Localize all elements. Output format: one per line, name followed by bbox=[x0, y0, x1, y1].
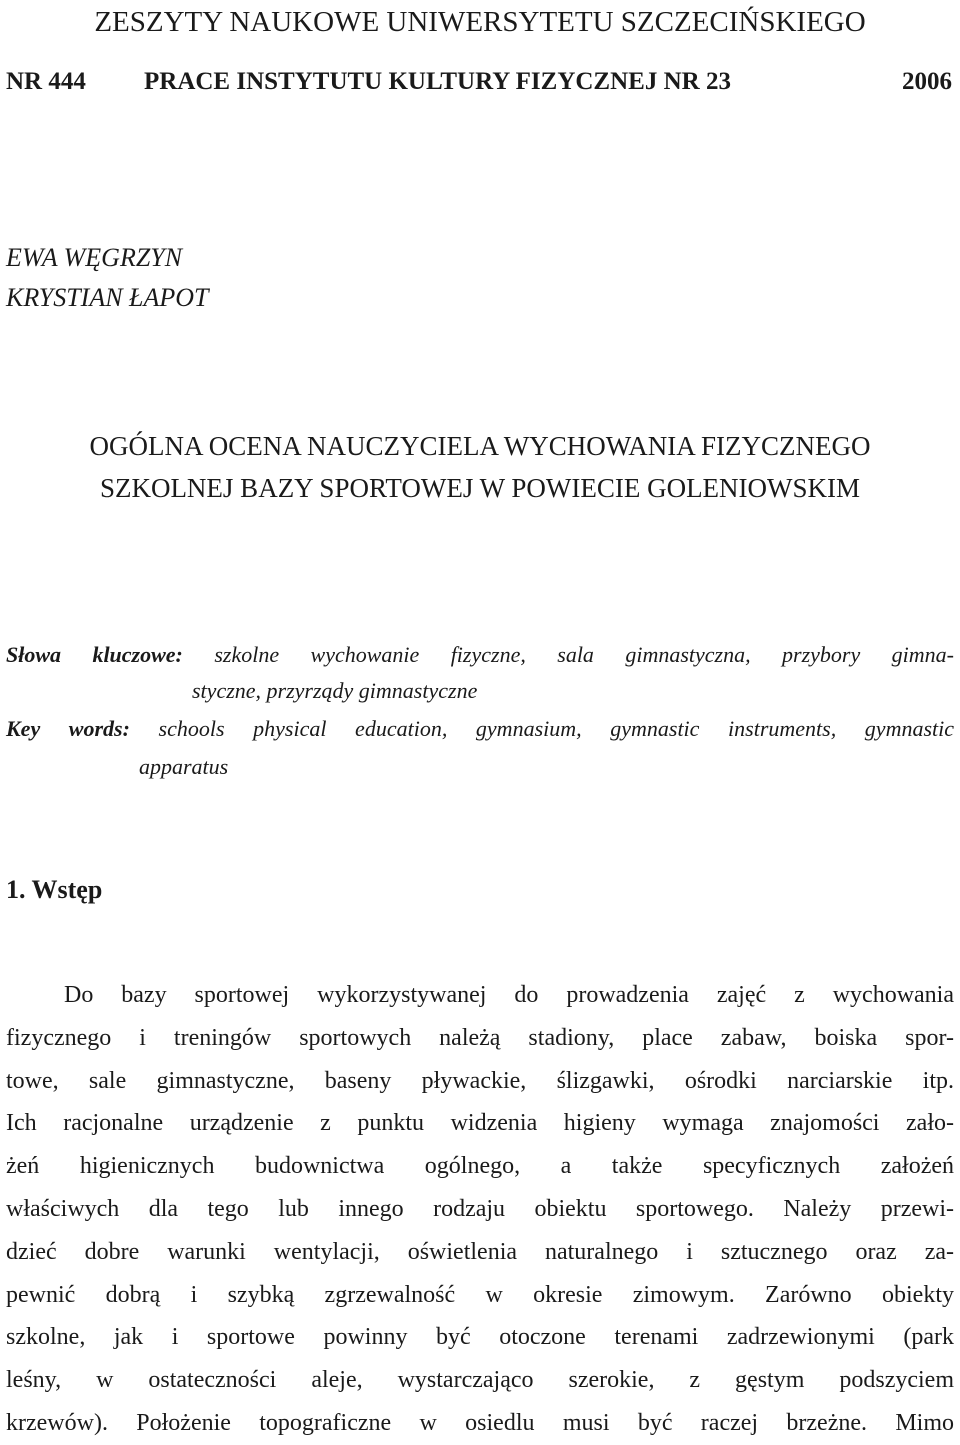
body-line: pewnić dobrą i szybką zgrzewalność w okresie zimowym. Zarówno obiekty bbox=[6, 1281, 954, 1308]
body-line: Do bazy sportowej wykorzystywanej do prowadzenia zajęć z wychowania bbox=[64, 982, 954, 1008]
journal-title: ZESZYTY NAUKOWE UNIWERSYTETU SZCZECIŃSKIEGO bbox=[94, 6, 866, 38]
keywords-polish bbox=[6, 640, 954, 670]
keywords-english-continued: apparatus bbox=[139, 754, 229, 779]
body-line: krzewów). Położenie topograficzne w osiedlu musi być raczej brzeżne. Mimo bbox=[6, 1409, 954, 1436]
author-name: EWA WĘGRZYN bbox=[6, 243, 183, 272]
body-paragraph bbox=[6, 974, 954, 1445]
body-line: dzieć dobre warunki wentylacji, oświetlenia naturalnego i sztucznego oraz za- bbox=[6, 1238, 954, 1265]
author-list bbox=[6, 238, 209, 318]
article-title-line: OGÓLNA OCENA NAUCZYCIELA WYCHOWANIA FIZYCZNEGO bbox=[89, 431, 871, 461]
body-line: fizycznego i treningów sportowych należą stadiony, place zabaw, boiska spor- bbox=[6, 1024, 954, 1051]
keywords-english-label: Key words: bbox=[6, 716, 130, 741]
keywords-english-text: schools physical education, gymnasium, gymnastic instruments, gymnastic bbox=[158, 716, 955, 741]
body-line: żeń higienicznych budownictwa ogólnego, a także specyficznych założeń bbox=[6, 1153, 954, 1180]
series-title: PRACE INSTYTUTU KULTURY FIZYCZNEJ NR 23 bbox=[144, 68, 731, 95]
issue-year: 2006 bbox=[902, 68, 952, 95]
body-line: Ich racjonalne urządzenie z punktu widzenia higieny wymaga znajomości zało- bbox=[6, 1110, 954, 1137]
keywords-english bbox=[6, 714, 954, 744]
body-line: towe, sale gimnastyczne, baseny pływackie, ślizgawki, ośrodki narciarskie itp. bbox=[6, 1067, 954, 1094]
keywords-polish-text: szkolne wychowanie fizyczne, sala gimnastyczna, przybory gimna- bbox=[214, 642, 955, 667]
keywords-polish-continued: styczne, przyrządy gimnastyczne bbox=[192, 678, 478, 703]
section-heading: 1. Wstęp bbox=[6, 875, 103, 904]
article-title-line: SZKOLNEJ BAZY SPORTOWEJ W POWIECIE GOLENIOWSKIM bbox=[99, 473, 861, 503]
issue-number: NR 444 bbox=[6, 68, 86, 95]
author-name: KRYSTIAN ŁAPOT bbox=[6, 283, 209, 312]
keywords-polish-label: Słowa kluczowe: bbox=[6, 642, 183, 667]
article-title bbox=[0, 425, 960, 509]
body-line: właściwych dla tego lub innego rodzaju obiektu sportowego. Należy przewi- bbox=[6, 1195, 954, 1222]
body-line: leśny, w ostateczności aleje, wystarczająco szerokie, z gęstym podszyciem bbox=[6, 1367, 954, 1394]
body-line: szkolne, jak i sportowe powinny być otoczone terenami zadrzewionymi (park bbox=[6, 1324, 954, 1351]
